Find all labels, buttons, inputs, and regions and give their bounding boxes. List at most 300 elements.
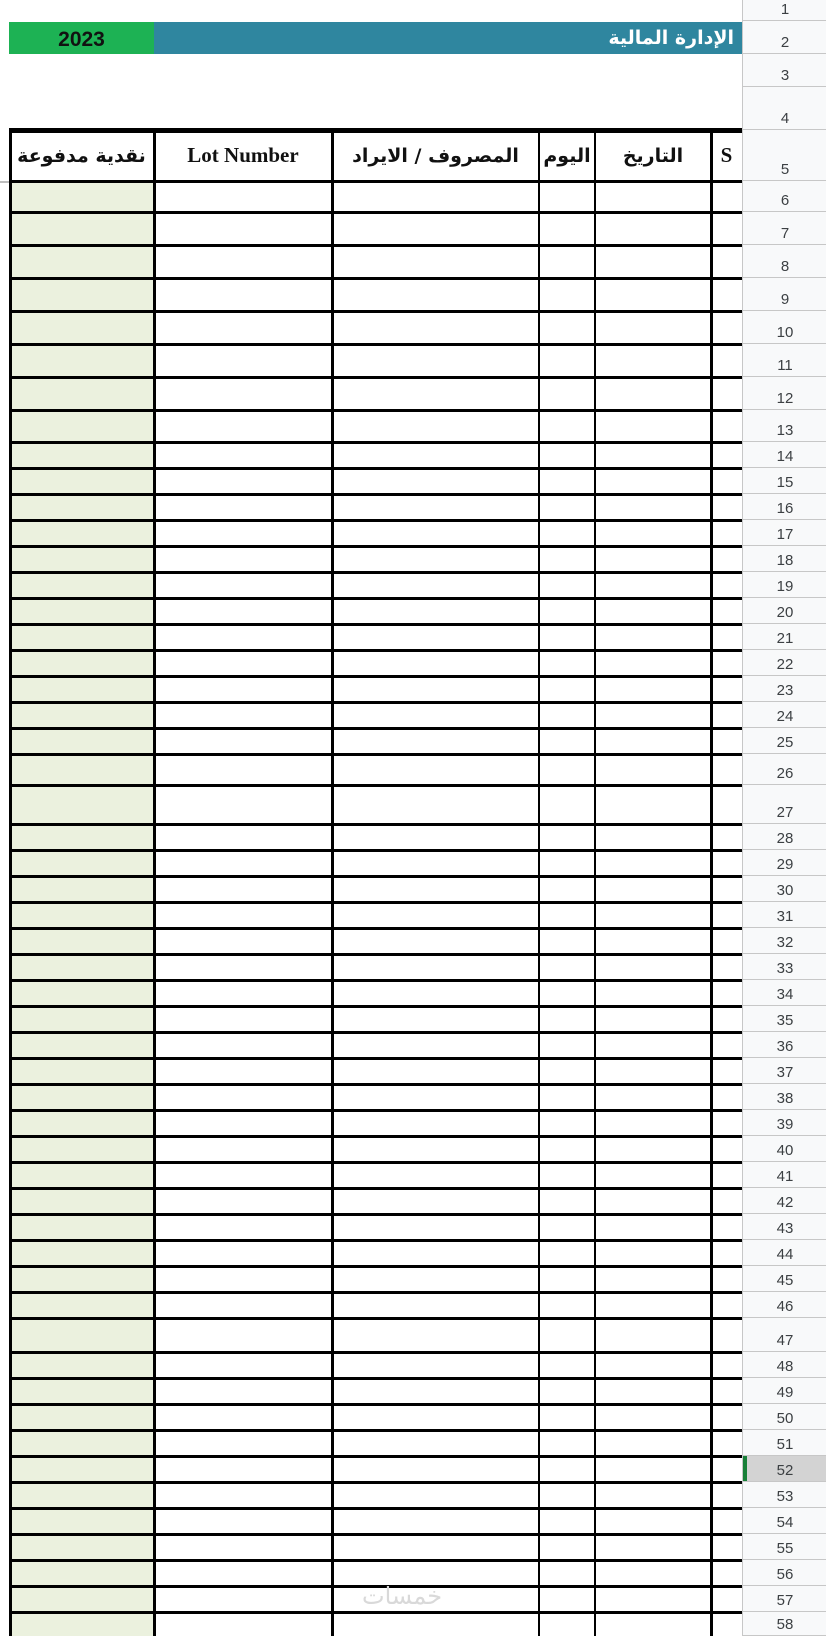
header-s[interactable]: S — [720, 143, 733, 167]
cash-paid-cell[interactable] — [9, 278, 154, 311]
s-cell[interactable] — [711, 377, 742, 410]
lot-number-cell[interactable] — [154, 520, 332, 546]
expense-income-cell[interactable] — [332, 624, 539, 650]
day-cell[interactable] — [539, 785, 595, 824]
lot-number-cell[interactable] — [154, 1058, 332, 1084]
day-cell[interactable] — [539, 1534, 595, 1560]
lot-number-cell[interactable] — [154, 1430, 332, 1456]
expense-income-cell[interactable] — [332, 598, 539, 624]
date-cell[interactable] — [595, 1534, 711, 1560]
s-cell[interactable] — [711, 902, 742, 928]
row-header[interactable]: 7 — [743, 212, 826, 245]
s-cell[interactable] — [711, 876, 742, 902]
date-cell[interactable] — [595, 1136, 711, 1162]
date-cell[interactable] — [595, 650, 711, 676]
expense-income-cell[interactable] — [332, 520, 539, 546]
date-cell[interactable] — [595, 344, 711, 377]
cash-paid-cell[interactable] — [9, 468, 154, 494]
s-cell[interactable] — [711, 954, 742, 980]
row-header[interactable]: 31 — [743, 902, 826, 928]
row-header[interactable]: 15 — [743, 468, 826, 494]
date-cell[interactable] — [595, 494, 711, 520]
lot-number-cell[interactable] — [154, 442, 332, 468]
s-cell[interactable] — [711, 1586, 742, 1612]
day-cell[interactable] — [539, 278, 595, 311]
row-header[interactable]: 1 — [743, 0, 826, 21]
lot-number-cell[interactable] — [154, 876, 332, 902]
s-cell[interactable] — [711, 344, 742, 377]
cash-paid-cell[interactable] — [9, 1136, 154, 1162]
row-header[interactable]: 52 — [743, 1456, 826, 1482]
cash-paid-cell[interactable] — [9, 1456, 154, 1482]
s-cell[interactable] — [711, 212, 742, 245]
date-cell[interactable] — [595, 1110, 711, 1136]
expense-income-cell[interactable] — [332, 1612, 539, 1636]
expense-income-cell[interactable] — [332, 1352, 539, 1378]
lot-number-cell[interactable] — [154, 1352, 332, 1378]
expense-income-cell[interactable] — [332, 1456, 539, 1482]
lot-number-cell[interactable] — [154, 1612, 332, 1636]
expense-income-cell[interactable] — [332, 1188, 539, 1214]
row-header[interactable]: 40 — [743, 1136, 826, 1162]
lot-number-cell[interactable] — [154, 1162, 332, 1188]
cash-paid-cell[interactable] — [9, 954, 154, 980]
date-cell[interactable] — [595, 954, 711, 980]
expense-income-cell[interactable] — [332, 212, 539, 245]
date-cell[interactable] — [595, 785, 711, 824]
expense-income-cell[interactable] — [332, 1058, 539, 1084]
lot-number-cell[interactable] — [154, 1318, 332, 1352]
cash-paid-cell[interactable] — [9, 850, 154, 876]
date-cell[interactable] — [595, 1612, 711, 1636]
s-cell[interactable] — [711, 1266, 742, 1292]
day-cell[interactable] — [539, 181, 595, 212]
row-header[interactable]: 46 — [743, 1292, 826, 1318]
day-cell[interactable] — [539, 520, 595, 546]
cash-paid-cell[interactable] — [9, 728, 154, 754]
s-cell[interactable] — [711, 1032, 742, 1058]
lot-number-cell[interactable] — [154, 1456, 332, 1482]
day-cell[interactable] — [539, 850, 595, 876]
cash-paid-cell[interactable] — [9, 876, 154, 902]
s-cell[interactable] — [711, 520, 742, 546]
s-cell[interactable] — [711, 650, 742, 676]
cash-paid-cell[interactable] — [9, 785, 154, 824]
day-cell[interactable] — [539, 377, 595, 410]
lot-number-cell[interactable] — [154, 344, 332, 377]
date-cell[interactable] — [595, 824, 711, 850]
s-cell[interactable] — [711, 1214, 742, 1240]
date-cell[interactable] — [595, 546, 711, 572]
lot-number-cell[interactable] — [154, 980, 332, 1006]
lot-number-cell[interactable] — [154, 824, 332, 850]
date-cell[interactable] — [595, 850, 711, 876]
date-cell[interactable] — [595, 1188, 711, 1214]
day-cell[interactable] — [539, 1404, 595, 1430]
day-cell[interactable] — [539, 1240, 595, 1266]
row-header[interactable]: 17 — [743, 520, 826, 546]
expense-income-cell[interactable] — [332, 1214, 539, 1240]
s-cell[interactable] — [711, 1482, 742, 1508]
row-header-column[interactable] — [742, 0, 826, 1636]
day-cell[interactable] — [539, 928, 595, 954]
date-cell[interactable] — [595, 1162, 711, 1188]
row-header[interactable]: 57 — [743, 1586, 826, 1612]
row-header[interactable]: 16 — [743, 494, 826, 520]
s-cell[interactable] — [711, 598, 742, 624]
s-cell[interactable] — [711, 1058, 742, 1084]
day-cell[interactable] — [539, 624, 595, 650]
row-header[interactable]: 39 — [743, 1110, 826, 1136]
expense-income-cell[interactable] — [332, 1378, 539, 1404]
row-header[interactable]: 35 — [743, 1006, 826, 1032]
lot-number-cell[interactable] — [154, 785, 332, 824]
s-cell[interactable] — [711, 1084, 742, 1110]
row-header[interactable]: 23 — [743, 676, 826, 702]
row-header[interactable]: 43 — [743, 1214, 826, 1240]
lot-number-cell[interactable] — [154, 181, 332, 212]
day-cell[interactable] — [539, 1292, 595, 1318]
row-header[interactable]: 4 — [743, 87, 826, 130]
expense-income-cell[interactable] — [332, 785, 539, 824]
expense-income-cell[interactable] — [332, 494, 539, 520]
expense-income-cell[interactable] — [332, 928, 539, 954]
s-cell[interactable] — [711, 245, 742, 278]
day-cell[interactable] — [539, 212, 595, 245]
row-header[interactable]: 51 — [743, 1430, 826, 1456]
cash-paid-cell[interactable] — [9, 181, 154, 212]
row-header[interactable]: 54 — [743, 1508, 826, 1534]
expense-income-cell[interactable] — [332, 676, 539, 702]
s-cell[interactable] — [711, 1006, 742, 1032]
day-cell[interactable] — [539, 902, 595, 928]
cash-paid-cell[interactable] — [9, 676, 154, 702]
date-cell[interactable] — [595, 1352, 711, 1378]
expense-income-cell[interactable] — [332, 980, 539, 1006]
day-cell[interactable] — [539, 546, 595, 572]
s-cell[interactable] — [711, 546, 742, 572]
s-cell[interactable] — [711, 824, 742, 850]
cash-paid-cell[interactable] — [9, 1214, 154, 1240]
expense-income-cell[interactable] — [332, 1162, 539, 1188]
lot-number-cell[interactable] — [154, 1560, 332, 1586]
lot-number-cell[interactable] — [154, 1378, 332, 1404]
date-cell[interactable] — [595, 181, 711, 212]
lot-number-cell[interactable] — [154, 377, 332, 410]
expense-income-cell[interactable] — [332, 850, 539, 876]
row-header[interactable]: 11 — [743, 344, 826, 377]
row-header[interactable]: 14 — [743, 442, 826, 468]
day-cell[interactable] — [539, 1136, 595, 1162]
expense-income-cell[interactable] — [332, 181, 539, 212]
expense-income-cell[interactable] — [332, 902, 539, 928]
lot-number-cell[interactable] — [154, 311, 332, 344]
date-cell[interactable] — [595, 1508, 711, 1534]
s-cell[interactable] — [711, 928, 742, 954]
date-cell[interactable] — [595, 572, 711, 598]
s-cell[interactable] — [711, 572, 742, 598]
cash-paid-cell[interactable] — [9, 980, 154, 1006]
lot-number-cell[interactable] — [154, 850, 332, 876]
cash-paid-cell[interactable] — [9, 1292, 154, 1318]
date-cell[interactable] — [595, 980, 711, 1006]
s-cell[interactable] — [711, 181, 742, 212]
cash-paid-cell[interactable] — [9, 344, 154, 377]
date-cell[interactable] — [595, 278, 711, 311]
expense-income-cell[interactable] — [332, 1136, 539, 1162]
day-cell[interactable] — [539, 650, 595, 676]
row-header[interactable]: 55 — [743, 1534, 826, 1560]
day-cell[interactable] — [539, 1006, 595, 1032]
s-cell[interactable] — [711, 1534, 742, 1560]
date-cell[interactable] — [595, 728, 711, 754]
cash-paid-cell[interactable] — [9, 1162, 154, 1188]
row-header[interactable]: 37 — [743, 1058, 826, 1084]
header-expense-income[interactable]: المصروف / الايراد — [352, 144, 519, 167]
lot-number-cell[interactable] — [154, 212, 332, 245]
lot-number-cell[interactable] — [154, 928, 332, 954]
lot-number-cell[interactable] — [154, 494, 332, 520]
expense-income-cell[interactable] — [332, 1482, 539, 1508]
date-cell[interactable] — [595, 876, 711, 902]
cash-paid-cell[interactable] — [9, 928, 154, 954]
year-cell[interactable]: 2023 — [9, 22, 154, 54]
date-cell[interactable] — [595, 1214, 711, 1240]
row-header[interactable]: 41 — [743, 1162, 826, 1188]
day-cell[interactable] — [539, 1352, 595, 1378]
day-cell[interactable] — [539, 754, 595, 785]
day-cell[interactable] — [539, 702, 595, 728]
row-header[interactable]: 8 — [743, 245, 826, 278]
cash-paid-cell[interactable] — [9, 1110, 154, 1136]
header-day[interactable]: اليوم — [543, 144, 591, 167]
day-cell[interactable] — [539, 1058, 595, 1084]
day-cell[interactable] — [539, 1162, 595, 1188]
cash-paid-cell[interactable] — [9, 702, 154, 728]
s-cell[interactable] — [711, 1612, 742, 1636]
cash-paid-cell[interactable] — [9, 520, 154, 546]
expense-income-cell[interactable] — [332, 546, 539, 572]
expense-income-cell[interactable] — [332, 468, 539, 494]
lot-number-cell[interactable] — [154, 1214, 332, 1240]
row-header[interactable]: 19 — [743, 572, 826, 598]
day-cell[interactable] — [539, 1456, 595, 1482]
s-cell[interactable] — [711, 494, 742, 520]
expense-income-cell[interactable] — [332, 1318, 539, 1352]
day-cell[interactable] — [539, 980, 595, 1006]
row-header[interactable]: 18 — [743, 546, 826, 572]
s-cell[interactable] — [711, 1188, 742, 1214]
s-cell[interactable] — [711, 410, 742, 442]
day-cell[interactable] — [539, 344, 595, 377]
row-header[interactable]: 36 — [743, 1032, 826, 1058]
lot-number-cell[interactable] — [154, 1084, 332, 1110]
s-cell[interactable] — [711, 1404, 742, 1430]
expense-income-cell[interactable] — [332, 954, 539, 980]
s-cell[interactable] — [711, 1508, 742, 1534]
lot-number-cell[interactable] — [154, 598, 332, 624]
s-cell[interactable] — [711, 624, 742, 650]
row-header[interactable]: 45 — [743, 1266, 826, 1292]
day-cell[interactable] — [539, 1586, 595, 1612]
date-cell[interactable] — [595, 311, 711, 344]
cash-paid-cell[interactable] — [9, 1508, 154, 1534]
day-cell[interactable] — [539, 1084, 595, 1110]
cash-paid-cell[interactable] — [9, 494, 154, 520]
day-cell[interactable] — [539, 1214, 595, 1240]
lot-number-cell[interactable] — [154, 1508, 332, 1534]
cash-paid-cell[interactable] — [9, 902, 154, 928]
lot-number-cell[interactable] — [154, 754, 332, 785]
date-cell[interactable] — [595, 1006, 711, 1032]
lot-number-cell[interactable] — [154, 1136, 332, 1162]
sheet-title-cell[interactable]: الإدارة المالية — [154, 22, 742, 54]
s-cell[interactable] — [711, 1352, 742, 1378]
cash-paid-cell[interactable] — [9, 824, 154, 850]
date-cell[interactable] — [595, 1058, 711, 1084]
day-cell[interactable] — [539, 442, 595, 468]
date-cell[interactable] — [595, 1318, 711, 1352]
row-header[interactable]: 44 — [743, 1240, 826, 1266]
expense-income-cell[interactable] — [332, 754, 539, 785]
cash-paid-cell[interactable] — [9, 1482, 154, 1508]
row-header[interactable]: 24 — [743, 702, 826, 728]
cash-paid-cell[interactable] — [9, 1586, 154, 1612]
lot-number-cell[interactable] — [154, 624, 332, 650]
expense-income-cell[interactable] — [332, 278, 539, 311]
expense-income-cell[interactable] — [332, 1266, 539, 1292]
header-cash-paid[interactable]: نقدية مدفوعة — [17, 144, 146, 167]
date-cell[interactable] — [595, 520, 711, 546]
cash-paid-cell[interactable] — [9, 546, 154, 572]
date-cell[interactable] — [595, 928, 711, 954]
cash-paid-cell[interactable] — [9, 1430, 154, 1456]
day-cell[interactable] — [539, 1612, 595, 1636]
day-cell[interactable] — [539, 1110, 595, 1136]
date-cell[interactable] — [595, 377, 711, 410]
date-cell[interactable] — [595, 598, 711, 624]
lot-number-cell[interactable] — [154, 572, 332, 598]
expense-income-cell[interactable] — [332, 1292, 539, 1318]
cash-paid-cell[interactable] — [9, 1266, 154, 1292]
lot-number-cell[interactable] — [154, 1266, 332, 1292]
lot-number-cell[interactable] — [154, 1482, 332, 1508]
expense-income-cell[interactable] — [332, 728, 539, 754]
row-header[interactable]: 32 — [743, 928, 826, 954]
s-cell[interactable] — [711, 702, 742, 728]
row-header[interactable]: 56 — [743, 1560, 826, 1586]
lot-number-cell[interactable] — [154, 410, 332, 442]
s-cell[interactable] — [711, 1292, 742, 1318]
cash-paid-cell[interactable] — [9, 1560, 154, 1586]
lot-number-cell[interactable] — [154, 728, 332, 754]
day-cell[interactable] — [539, 824, 595, 850]
row-header[interactable]: 20 — [743, 598, 826, 624]
date-cell[interactable] — [595, 212, 711, 245]
date-cell[interactable] — [595, 1240, 711, 1266]
s-cell[interactable] — [711, 278, 742, 311]
day-cell[interactable] — [539, 676, 595, 702]
expense-income-cell[interactable] — [332, 1508, 539, 1534]
date-cell[interactable] — [595, 468, 711, 494]
s-cell[interactable] — [711, 850, 742, 876]
day-cell[interactable] — [539, 410, 595, 442]
row-header[interactable]: 5 — [743, 130, 826, 181]
expense-income-cell[interactable] — [332, 650, 539, 676]
row-header[interactable]: 10 — [743, 311, 826, 344]
date-cell[interactable] — [595, 1430, 711, 1456]
s-cell[interactable] — [711, 1318, 742, 1352]
day-cell[interactable] — [539, 572, 595, 598]
row-header[interactable]: 48 — [743, 1352, 826, 1378]
date-cell[interactable] — [595, 1266, 711, 1292]
header-date[interactable]: التاريخ — [622, 144, 684, 167]
date-cell[interactable] — [595, 624, 711, 650]
date-cell[interactable] — [595, 1032, 711, 1058]
date-cell[interactable] — [595, 902, 711, 928]
day-cell[interactable] — [539, 1188, 595, 1214]
row-header[interactable]: 27 — [743, 785, 826, 824]
lot-number-cell[interactable] — [154, 1006, 332, 1032]
date-cell[interactable] — [595, 410, 711, 442]
lot-number-cell[interactable] — [154, 546, 332, 572]
s-cell[interactable] — [711, 785, 742, 824]
row-header[interactable]: 26 — [743, 754, 826, 785]
day-cell[interactable] — [539, 1430, 595, 1456]
s-cell[interactable] — [711, 980, 742, 1006]
s-cell[interactable] — [711, 468, 742, 494]
cash-paid-cell[interactable] — [9, 1378, 154, 1404]
row-header[interactable]: 30 — [743, 876, 826, 902]
date-cell[interactable] — [595, 702, 711, 728]
expense-income-cell[interactable] — [332, 311, 539, 344]
lot-number-cell[interactable] — [154, 650, 332, 676]
date-cell[interactable] — [595, 1456, 711, 1482]
expense-income-cell[interactable] — [332, 702, 539, 728]
s-cell[interactable] — [711, 1162, 742, 1188]
expense-income-cell[interactable] — [332, 824, 539, 850]
date-cell[interactable] — [595, 442, 711, 468]
expense-income-cell[interactable] — [332, 344, 539, 377]
s-cell[interactable] — [711, 1240, 742, 1266]
cash-paid-cell[interactable] — [9, 1534, 154, 1560]
date-cell[interactable] — [595, 676, 711, 702]
lot-number-cell[interactable] — [154, 1534, 332, 1560]
s-cell[interactable] — [711, 1136, 742, 1162]
expense-income-cell[interactable] — [332, 1084, 539, 1110]
lot-number-cell[interactable] — [154, 1404, 332, 1430]
row-header[interactable]: 58 — [743, 1612, 826, 1636]
cash-paid-cell[interactable] — [9, 245, 154, 278]
date-cell[interactable] — [595, 1378, 711, 1404]
lot-number-cell[interactable] — [154, 1292, 332, 1318]
row-header[interactable]: 28 — [743, 824, 826, 850]
cash-paid-cell[interactable] — [9, 598, 154, 624]
cash-paid-cell[interactable] — [9, 1240, 154, 1266]
row-header[interactable]: 21 — [743, 624, 826, 650]
date-cell[interactable] — [595, 245, 711, 278]
date-cell[interactable] — [595, 1560, 711, 1586]
day-cell[interactable] — [539, 1482, 595, 1508]
row-header[interactable]: 25 — [743, 728, 826, 754]
date-cell[interactable] — [595, 1586, 711, 1612]
cash-paid-cell[interactable] — [9, 1612, 154, 1636]
day-cell[interactable] — [539, 1318, 595, 1352]
expense-income-cell[interactable] — [332, 1006, 539, 1032]
expense-income-cell[interactable] — [332, 1534, 539, 1560]
date-cell[interactable] — [595, 754, 711, 785]
date-cell[interactable] — [595, 1404, 711, 1430]
